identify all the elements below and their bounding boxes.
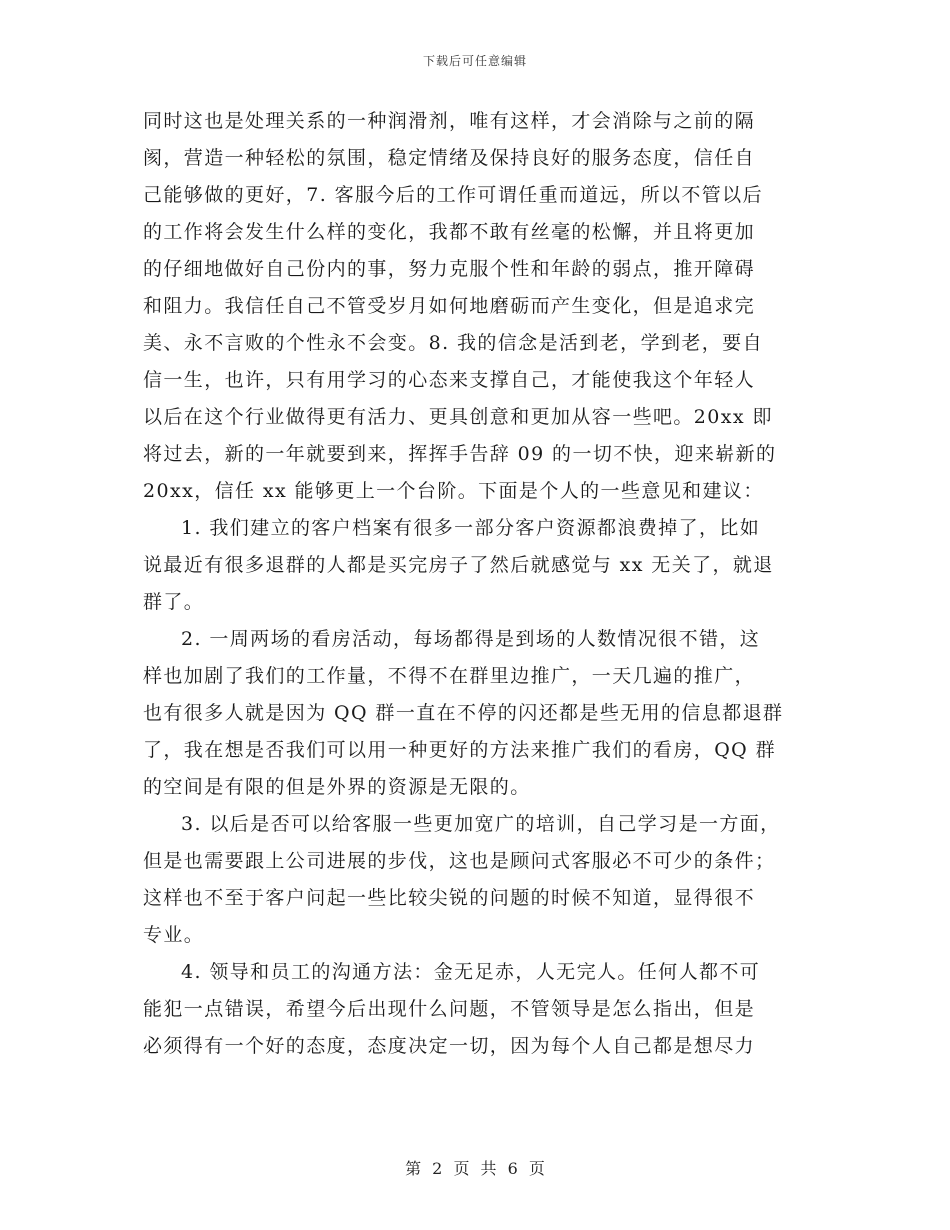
body-line: 也有很多人就是因为 QQ 群一直在不停的闪还都是些无用的信息都退群 <box>143 702 784 724</box>
body-line: 专业。 <box>143 924 205 946</box>
body-line: 了，我在想是否我们可以用一种更好的方法来推广我们的看房，QQ 群 <box>143 739 776 761</box>
body-line: 的工作将会发生什么样的变化，我都不敢有丝毫的松懈，并且将更加 <box>143 221 756 243</box>
body-line: 信一生，也许，只有用学习的心态来支撑自己，才能使我这个年轻人 <box>143 369 756 391</box>
body-line: 说最近有很多退群的人都是买完房子了然后就感觉与 xx 无关了，就退 <box>143 554 774 576</box>
body-line: 己能够做的更好，7. 客服今后的工作可谓任重而道远，所以不管以后 <box>143 184 763 206</box>
list-item-4-start: 4. 领导和员工的沟通方法：金无足赤，人无完人。任何人都不可 <box>181 961 761 983</box>
list-item-3-start: 3. 以后是否可以给客服一些更加宽广的培训，自己学习是一方面， <box>181 813 781 835</box>
body-line: 群了。 <box>143 591 205 613</box>
document-body <box>143 103 811 1065</box>
body-line: 但是也需要跟上公司进展的步伐，这也是顾问式客服必不可少的条件； <box>143 850 776 872</box>
body-line: 以后在这个行业做得更有活力、更具创意和更加从容一些吧。20xx 即 <box>143 406 773 428</box>
body-line: 将过去，新的一年就要到来，挥挥手告辞 09 的一切不快，迎来崭新的 <box>143 443 777 465</box>
body-line: 的仔细地做好自己份内的事，努力克服个性和年龄的弱点，推开障碍 <box>143 258 756 280</box>
body-line: 样也加剧了我们的工作量，不得不在群里边推广，一天几遍的推广， <box>143 665 756 687</box>
body-line: 20xx，信任 xx 能够更上一个台阶。下面是个人的一些意见和建议： <box>143 480 764 502</box>
body-line: 阂，营造一种轻松的氛围，稳定情绪及保持良好的服务态度，信任自 <box>143 147 756 169</box>
body-line: 美、永不言败的个性永不会变。8. 我的信念是活到老，学到老，要自 <box>143 332 763 354</box>
page-number-footer: 第 2 页 共 6 页 <box>405 1159 545 1178</box>
body-line: 这样也不至于客户问起一些比较尖锐的问题的时候不知道，显得很不 <box>143 887 756 909</box>
body-line: 的空间是有限的但是外界的资源是无限的。 <box>143 776 531 798</box>
list-item-1-start: 1. 我们建立的客户档案有很多一部分客户资源都浪费掉了，比如 <box>181 517 761 539</box>
body-line: 和阻力。我信任自己不管受岁月如何地磨砺而产生变化，但是追求完 <box>143 295 756 317</box>
body-line: 同时这也是处理关系的一种润滑剂，唯有这样，才会消除与之前的隔 <box>143 110 756 132</box>
list-item-2-start: 2. 一周两场的看房活动，每场都得是到场的人数情况很不错，这 <box>181 628 761 650</box>
body-line: 必须得有一个好的态度，态度决定一切，因为每个人自己都是想尽力 <box>143 1035 756 1057</box>
page-header: 下载后可任意编辑 <box>422 54 527 68</box>
body-line: 能犯一点错误，希望今后出现什么问题，不管领导是怎么指出，但是 <box>143 998 756 1020</box>
